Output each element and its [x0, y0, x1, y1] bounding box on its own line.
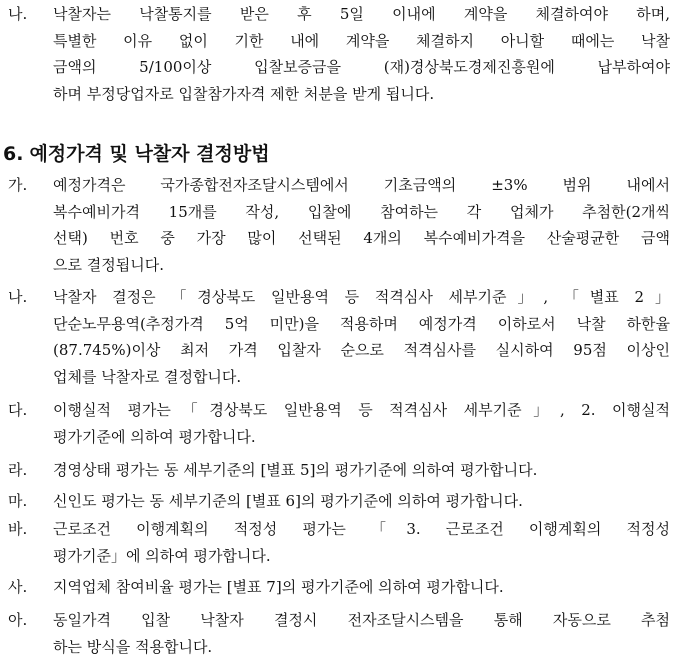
item-line: 하며 부정당업자로 입찰참가자격 제한 처분을 받게 됩니다.: [53, 84, 435, 103]
list-item: [8, 172, 670, 278]
item-line: 선택) 번호 중 가장 많이 선택된 4개의 복수예비가격을 산술평균한 금액: [53, 229, 670, 247]
item-line: 특별한 이유 없이 기한 내에 계약을 체결하지 아니할 때에는 낙찰: [53, 31, 670, 50]
list-item: [8, 607, 670, 660]
item-marker: 사.: [8, 578, 28, 596]
item-line: 경영상태 평가는 동 세부기준의 [별표 5]의 평가기준에 의하여 평가합니다.: [53, 461, 538, 479]
list-item: [8, 397, 670, 450]
item-marker: 아.: [8, 611, 28, 629]
item-line: 근로조건 이행계획의 적정성 평가는 「3. 근로조건 이행계획의 적정성: [53, 520, 670, 538]
item-line: (87.745%)이상 최저 가격 입찰자 순으로 적격심사를 실시하여 95점 이상인: [53, 341, 670, 359]
item-line: 이행실적 평가는「경상북도 일반용역 등 적격심사 세부기준」, 2. 이행실적: [53, 401, 670, 419]
item-line: 업체를 낙찰자로 결정합니다.: [53, 367, 242, 386]
intro-item: [8, 1, 670, 107]
item-marker: 라.: [8, 461, 28, 479]
item-marker: 나.: [8, 288, 28, 306]
section-heading: [3, 140, 270, 168]
item-marker: 다.: [8, 401, 28, 419]
item-line: 평가기준에 의하여 평가합니다.: [53, 427, 256, 446]
list-item: [8, 488, 670, 515]
item-line: 예정가격은 국가종합전자조달시스템에서 기초금액의 ±3% 범위 내에서: [53, 176, 670, 194]
section-number: 6.: [3, 143, 24, 165]
item-line: 지역업체 참여비율 평가는 [별표 7]의 평가기준에 의하여 평가합니다.: [53, 578, 504, 596]
item-line: 단순노무용역(추정가격 5억 미만)을 적용하며 예정가격 이하로서 낙찰 하한율: [53, 314, 670, 333]
item-marker: 가.: [8, 176, 28, 194]
item-line: 동일가격 입찰 낙찰자 결정시 전자조달시스템을 통해 자동으로 추첨: [53, 611, 670, 629]
item-line: 평가기준」에 의하여 평가합니다.: [53, 546, 271, 565]
item-line: 낙찰자 결정은 「경상북도 일반용역 등 적격심사 세부기준」, 「별표 2」: [53, 288, 670, 306]
item-line: 하는 방식을 적용합니다.: [53, 637, 213, 656]
item-marker: 바.: [8, 520, 28, 538]
item-line: 복수예비가격 15개를 작성, 입찰에 참여하는 각 업체가 추첨한(2개씩: [53, 202, 670, 221]
list-item: [8, 516, 670, 569]
item-line: 으로 결정됩니다.: [53, 255, 164, 274]
section-title: 예정가격 및 낙찰자 결정방법: [29, 143, 270, 165]
list-item: [8, 457, 670, 484]
item-line: 낙찰자는 낙찰통지를 받은 후 5일 이내에 계약을 체결하여야 하며,: [53, 5, 670, 23]
item-line: 금액의 5/100이상 입찰보증금을 (재)경상북도경제진흥원에 납부하여야: [53, 58, 670, 76]
item-line: 신인도 평가는 동 세부기준의 [별표 6]의 평가기준에 의하여 평가합니다.: [53, 492, 523, 510]
list-item: [8, 284, 670, 390]
list-item: [8, 574, 670, 601]
item-marker: 마.: [8, 492, 28, 510]
item-marker: 나.: [8, 5, 28, 23]
